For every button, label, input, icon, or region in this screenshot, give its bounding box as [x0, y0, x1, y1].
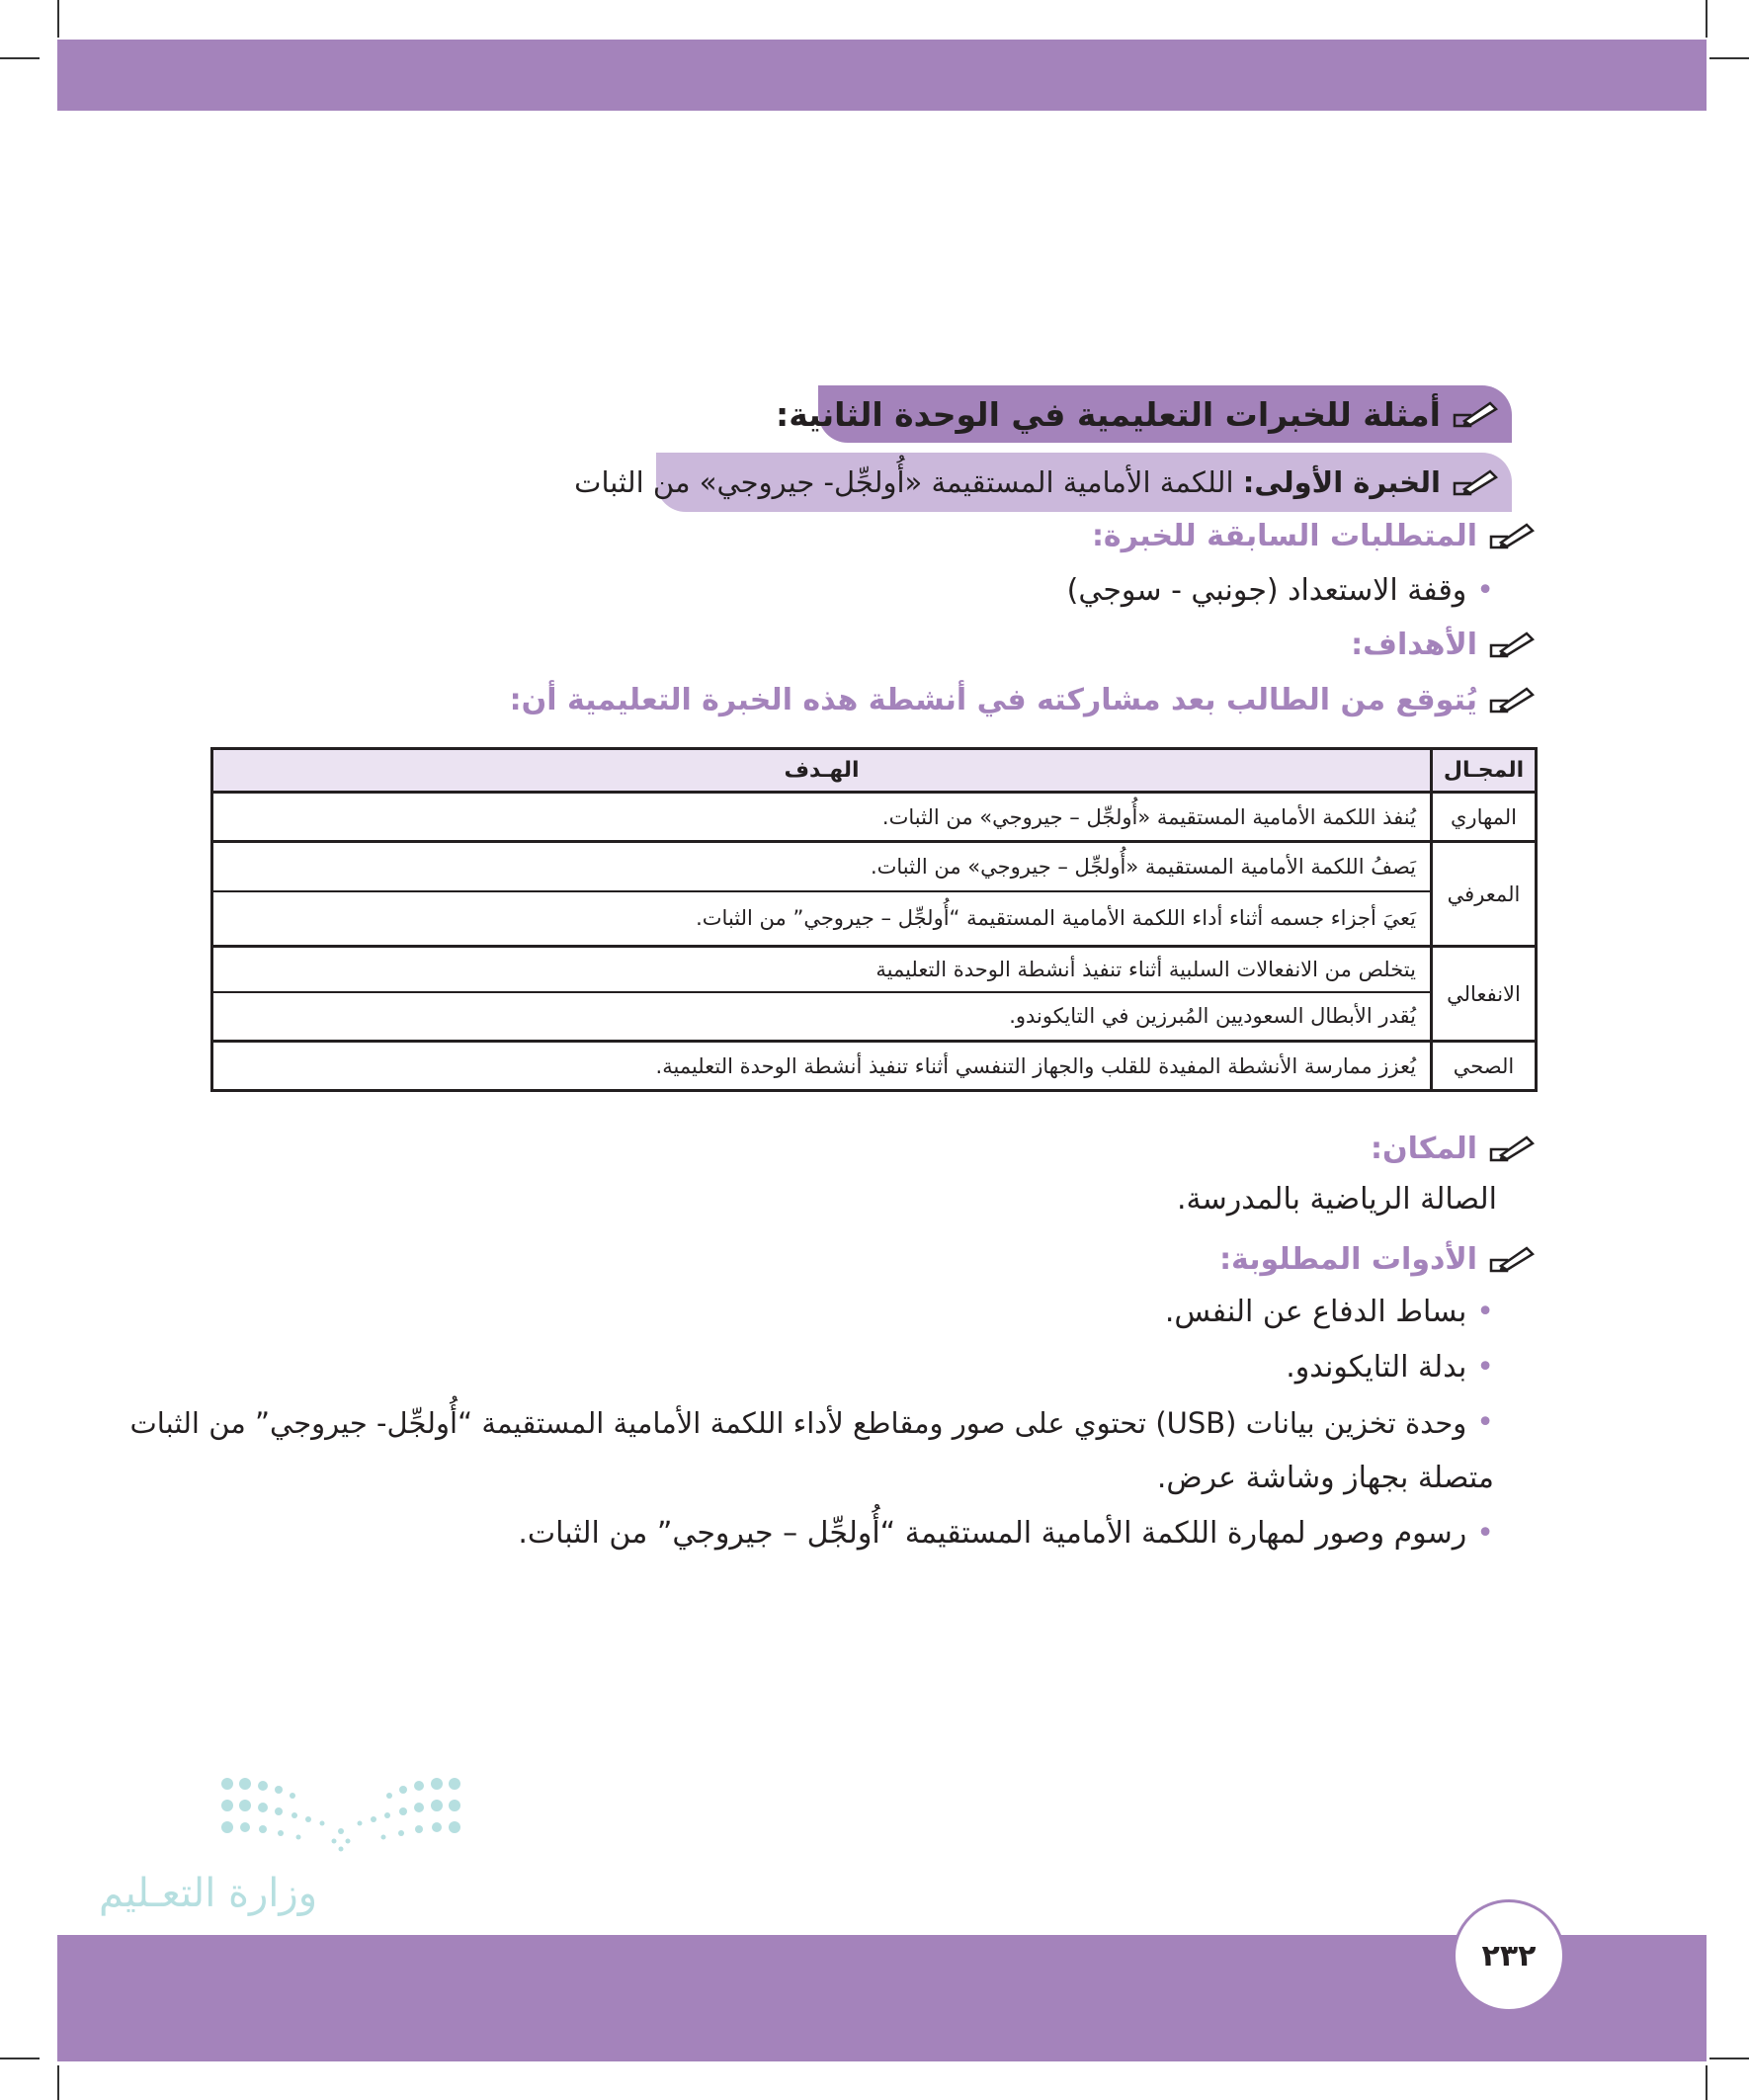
crop-mark: [57, 0, 59, 38]
experience-label: الخبرة الأولى:: [1242, 465, 1441, 499]
crop-mark: [1709, 2058, 1749, 2059]
crop-mark: [1709, 57, 1749, 59]
pen-writing-icon: [1487, 521, 1537, 550]
domain-cell: الصحي: [1432, 1042, 1537, 1091]
tools-title: الأدوات المطلوبة:: [1219, 1241, 1477, 1277]
table-row: [212, 793, 1537, 842]
goal-cell: يُقدر الأبطال السعوديين المُبرزين في التايكوندو.: [212, 992, 1432, 1042]
objectives-heading: [1351, 623, 1537, 666]
prerequisite-item-text: وقفة الاستعداد (جونبي - سوجي): [1066, 573, 1467, 608]
pen-writing-icon: [1487, 1134, 1537, 1163]
experience-text: اللكمة الأمامية المستقيمة «أُولجِّل- جيروجي» من الثبات: [574, 465, 1234, 499]
bullet-dot-icon: •: [1476, 573, 1494, 608]
prerequisite-item: [1067, 573, 1494, 608]
section-heading-text: أمثلة للخبرات التعليمية في الوحدة الثانية:: [776, 394, 1441, 434]
tool-item-text: رسوم وصور لمهارة اللكمة الأمامية المستقيمة “أُولجِّل – جيروجي” من الثبات.: [518, 1516, 1467, 1551]
pen-writing-icon: [1487, 630, 1537, 659]
tool-item-text: بساط الدفاع عن النفس.: [1164, 1295, 1467, 1329]
pen-writing-icon: [1487, 685, 1537, 714]
goal-cell: يُنفذ اللكمة الأمامية المستقيمة «أُولجِّل – جيروجي» من الثبات.: [212, 793, 1432, 842]
pen-writing-icon: [1451, 399, 1500, 429]
goal-cell: يَصفُ اللكمة الأمامية المستقيمة «أُولجِّل – جيروجي» من الثبات.: [212, 842, 1432, 891]
tools-heading: [1219, 1237, 1537, 1281]
objectives-title: الأهداف:: [1351, 627, 1477, 662]
crop-mark: [0, 2058, 40, 2059]
bullet-dot-icon: •: [1476, 1516, 1494, 1551]
experience-title: [574, 465, 1441, 499]
crop-mark: [0, 57, 40, 59]
tool-item-text: وحدة تخزين بيانات (USB) تحتوي على صور ومقاطع لأداء اللكمة الأمامية المستقيمة “أُولجِّل- جيروجي” من الثبات: [129, 1405, 1467, 1440]
goal-cell: يَعيَ أجزاء جسمه أثناء أداء اللكمة الأمامية المستقيمة “أُولجِّل – جيروجي” من الثبات.: [212, 891, 1432, 947]
goals-table: [210, 747, 1538, 1092]
tool-item-continuation: متصلة بجهاز وشاشة عرض.: [1156, 1461, 1494, 1495]
tool-item: [1165, 1295, 1494, 1329]
domain-cell: المهاري: [1432, 793, 1537, 842]
place-text: الصالة الرياضية بالمدرسة.: [1176, 1182, 1497, 1217]
goal-cell: يتخلص من الانفعالات السلبية أثناء تنفيذ أنشطة الوحدة التعليمية: [212, 947, 1432, 992]
ministry-logo-text: وزارة التعـليم: [99, 1871, 318, 1916]
place-title: المكان:: [1371, 1131, 1477, 1166]
table-row: [212, 842, 1537, 891]
objectives-intro-text: يُتوقع من الطالب بعد مشاركته في أنشطة هذه الخبرة التعليمية أن:: [509, 682, 1477, 717]
top-color-band: [57, 40, 1707, 111]
tool-item-text: بدلة التايكوندو.: [1286, 1350, 1467, 1385]
objectives-intro: [510, 678, 1537, 721]
table-header-row: [212, 749, 1537, 793]
domain-cell: المعرفي: [1432, 842, 1537, 947]
table-row: [212, 891, 1537, 947]
table-row: [212, 947, 1537, 992]
section-heading: [776, 385, 1512, 443]
domain-header: المجـال: [1432, 749, 1537, 793]
crop-mark: [57, 2065, 59, 2100]
domain-cell: الانفعالي: [1432, 947, 1537, 1042]
bullet-dot-icon: •: [1476, 1405, 1494, 1440]
tool-item: [518, 1516, 1494, 1551]
page-number: ٢٣٢: [1453, 1899, 1565, 2012]
crop-mark: [1706, 0, 1707, 38]
place-heading: [1371, 1127, 1537, 1170]
tool-item: [1286, 1350, 1494, 1385]
tool-item: [129, 1405, 1494, 1440]
bullet-dot-icon: •: [1476, 1295, 1494, 1329]
ministry-logo-dots-icon: [217, 1774, 464, 1853]
table-row: [212, 992, 1537, 1042]
bullet-dot-icon: •: [1476, 1350, 1494, 1385]
prerequisites-heading: [1092, 514, 1537, 557]
table-row: [212, 1042, 1537, 1091]
goal-header: الهـدف: [212, 749, 1432, 793]
experience-title-bar: [574, 453, 1512, 512]
pen-writing-icon: [1487, 1244, 1537, 1274]
crop-mark: [1706, 2065, 1707, 2100]
prerequisites-title: المتطلبات السابقة للخبرة:: [1091, 518, 1477, 553]
pen-writing-icon: [1451, 467, 1500, 497]
goal-cell: يُعزز ممارسة الأنشطة المفيدة للقلب والجهاز التنفسي أثناء تنفيذ أنشطة الوحدة التعليمية.: [212, 1042, 1432, 1091]
